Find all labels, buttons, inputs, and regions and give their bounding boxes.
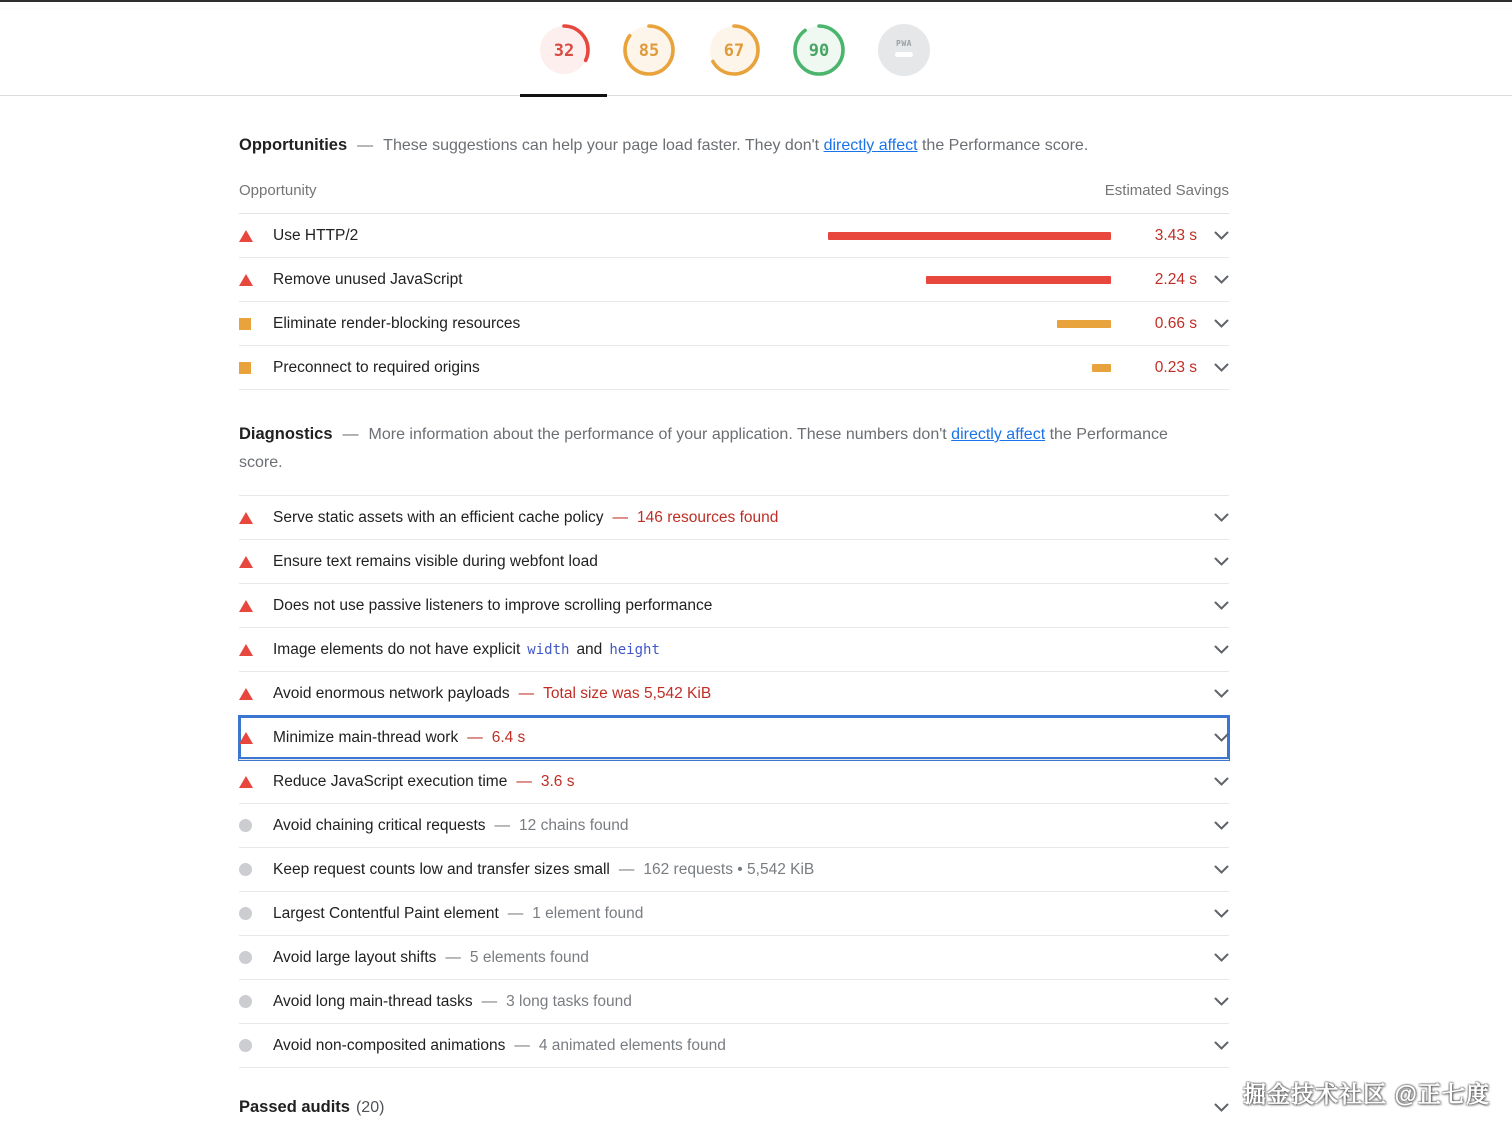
audit-detail: 6.4 s [491, 728, 526, 746]
column-estimated-savings: Estimated Savings [1104, 182, 1229, 199]
chevron-down-icon[interactable] [1213, 953, 1229, 962]
audit-detail: 3 long tasks found [506, 992, 632, 1010]
opportunities-table-header [239, 170, 1229, 214]
audit-title-middle: and [576, 640, 603, 658]
detail-separator: — [467, 728, 483, 746]
audit-detail: 12 chains found [519, 816, 629, 834]
neutral-severity-icon [239, 907, 273, 920]
neutral-severity-icon [239, 951, 273, 964]
gauge-seo[interactable] [793, 24, 845, 76]
section-description: These suggestions can help your page load faster. They don't [383, 137, 824, 154]
section-title: Diagnostics [239, 425, 333, 443]
audit-detail: 4 animated elements found [538, 1036, 726, 1054]
opportunity-row[interactable] [239, 346, 1229, 390]
audit-title: Image elements do not have explicit [273, 640, 521, 658]
gauge-best-practices[interactable] [708, 24, 760, 76]
audit-detail: 3.6 s [540, 772, 575, 790]
audit-title: Avoid non-composited animations [273, 1036, 506, 1054]
section-description-suffix: the Performance score. [917, 137, 1089, 154]
section-title: Opportunities [239, 136, 348, 154]
audit-detail: 1 element found [532, 904, 644, 922]
audit-title: Keep request counts low and transfer sizes small [273, 860, 610, 878]
heading-separator: — [342, 426, 359, 443]
audit-text [273, 509, 1213, 527]
neutral-severity-icon [239, 819, 273, 832]
savings-value: 0.23 s [1154, 358, 1197, 376]
passed-audits-count: (20) [355, 1098, 385, 1116]
detail-separator: — [514, 1036, 530, 1054]
savings-bar-track [821, 276, 1111, 284]
scores-header [0, 10, 1512, 96]
chevron-down-icon[interactable] [1213, 319, 1229, 328]
fail-severity-icon [239, 274, 273, 286]
audit-text [273, 993, 1213, 1011]
average-severity-icon [239, 362, 273, 374]
detail-separator: — [507, 904, 524, 922]
svg-text:90: 90 [808, 41, 830, 61]
gauge-row [538, 24, 930, 76]
chevron-down-icon[interactable] [1213, 909, 1229, 918]
audit-text [273, 1037, 1213, 1055]
opportunity-row[interactable] [239, 258, 1229, 302]
chevron-down-icon[interactable] [1213, 1041, 1229, 1050]
detail-separator: — [481, 992, 498, 1010]
audit-title: Largest Contentful Paint element [273, 904, 499, 922]
column-opportunity: Opportunity [239, 182, 317, 199]
neutral-severity-icon [239, 995, 273, 1008]
audit-text [273, 905, 1213, 923]
audit-title: Minimize main-thread work [273, 728, 459, 746]
audit-text [273, 597, 1213, 615]
diagnostic-row[interactable] [239, 496, 1229, 540]
detail-separator: — [618, 860, 635, 878]
code-snippet: width [527, 641, 570, 658]
opportunity-row[interactable] [239, 214, 1229, 258]
audit-text [273, 949, 1213, 967]
directly-affect-link[interactable]: directly affect [823, 137, 918, 154]
svg-text:32: 32 [553, 41, 575, 61]
chevron-down-icon[interactable] [1213, 689, 1229, 698]
active-tab-indicator [520, 94, 607, 97]
audit-text [273, 773, 1213, 791]
audit-title: Does not use passive listeners to improve scrolling performance [273, 596, 713, 614]
diagnostic-row[interactable] [239, 672, 1229, 716]
audit-text [273, 641, 1213, 659]
section-description: More information about the performance of your application. These numbers don't [368, 426, 952, 443]
savings-bar-track [821, 232, 1111, 240]
chevron-down-icon[interactable] [1213, 997, 1229, 1006]
report-content [239, 96, 1229, 1117]
gauge-accessibility[interactable] [623, 24, 675, 76]
audit-title: Avoid long main-thread tasks [273, 992, 473, 1010]
top-divider [0, 0, 1512, 10]
watermark: 掘金技术社区 @正七度 [1243, 1081, 1490, 1107]
directly-affect-link[interactable]: directly affect [951, 426, 1046, 443]
chevron-down-icon[interactable] [1213, 1103, 1229, 1112]
audit-title: Remove unused JavaScript [273, 270, 463, 288]
savings-bar [1092, 364, 1111, 372]
diagnostic-row[interactable] [239, 804, 1229, 848]
audit-title: Avoid enormous network payloads [273, 684, 510, 702]
gauge-performance[interactable] [538, 24, 590, 76]
average-severity-icon [239, 318, 273, 330]
savings-bar [926, 276, 1111, 284]
neutral-severity-icon [239, 1039, 273, 1052]
diagnostic-row[interactable] [239, 716, 1229, 760]
diagnostics-list [239, 495, 1229, 1068]
passed-audits-title: Passed audits [239, 1098, 350, 1116]
audit-title: Eliminate render-blocking resources [273, 314, 521, 332]
svg-text:85: 85 [638, 41, 660, 61]
audit-text [273, 685, 1213, 703]
fail-severity-icon [239, 776, 273, 788]
fail-severity-icon [239, 688, 273, 700]
audit-title: Ensure text remains visible during webfont load [273, 552, 598, 570]
fail-severity-icon [239, 512, 273, 524]
audit-title: Avoid large layout shifts [273, 948, 437, 966]
detail-separator: — [445, 948, 461, 966]
diagnostic-row[interactable] [239, 980, 1229, 1024]
diagnostic-row[interactable] [239, 540, 1229, 584]
savings-value: 0.66 s [1154, 314, 1197, 332]
diagnostics-heading [239, 420, 1179, 477]
audit-title: Avoid chaining critical requests [273, 816, 486, 834]
opportunity-row[interactable] [239, 302, 1229, 346]
savings-value: 2.24 s [1154, 270, 1197, 288]
chevron-down-icon[interactable] [1213, 645, 1229, 654]
chevron-down-icon[interactable] [1213, 363, 1229, 372]
audit-title: Reduce JavaScript execution time [273, 772, 508, 790]
chevron-down-icon[interactable] [1213, 821, 1229, 830]
chevron-down-icon[interactable] [1213, 777, 1229, 786]
diagnostic-row[interactable] [239, 760, 1229, 804]
savings-value: 3.43 s [1154, 226, 1197, 244]
chevron-down-icon[interactable] [1213, 513, 1229, 522]
pwa-badge-icon[interactable] [878, 24, 930, 76]
neutral-severity-icon [239, 863, 273, 876]
opportunities-section [239, 96, 1229, 390]
code-snippet: height [609, 641, 660, 658]
fail-severity-icon [239, 556, 273, 568]
diagnostic-row[interactable] [239, 848, 1229, 892]
section-description-suffix: the Performance score. [239, 426, 1168, 471]
chevron-down-icon[interactable] [1213, 601, 1229, 610]
fail-severity-icon [239, 644, 273, 656]
opportunities-heading [239, 96, 1229, 160]
chevron-down-icon[interactable] [1213, 865, 1229, 874]
audit-detail: 146 resources found [637, 508, 779, 526]
audit-detail: Total size was 5,542 KiB [543, 684, 712, 702]
chevron-down-icon[interactable] [1213, 275, 1229, 284]
passed-audits-row[interactable] [239, 1068, 1229, 1117]
detail-separator: — [518, 684, 535, 702]
svg-text:67: 67 [723, 41, 745, 61]
diagnostic-row[interactable] [239, 628, 1229, 672]
fail-severity-icon [239, 600, 273, 612]
detail-separator: — [612, 508, 629, 526]
fail-severity-icon [239, 230, 273, 242]
savings-bar [1057, 320, 1111, 328]
savings-bar-track [821, 320, 1111, 328]
savings-bar-track [821, 364, 1111, 372]
chevron-down-icon[interactable] [1213, 733, 1229, 742]
chevron-down-icon[interactable] [1213, 231, 1229, 240]
svg-text:PWA: PWA [896, 39, 912, 48]
audit-text [273, 817, 1213, 835]
audit-detail: 5 elements found [469, 948, 589, 966]
audit-title: Preconnect to required origins [273, 358, 480, 376]
diagnostic-row[interactable] [239, 936, 1229, 980]
detail-separator: — [494, 816, 511, 834]
diagnostic-row[interactable] [239, 584, 1229, 628]
audit-title: Serve static assets with an efficient cache policy [273, 508, 604, 526]
diagnostic-row[interactable] [239, 892, 1229, 936]
diagnostic-row[interactable] [239, 1024, 1229, 1068]
audit-text [273, 553, 1213, 571]
chevron-down-icon[interactable] [1213, 557, 1229, 566]
audit-detail: 162 requests • 5,542 KiB [643, 860, 815, 878]
fail-severity-icon [239, 732, 273, 744]
audit-text [273, 861, 1213, 879]
diagnostics-section [239, 420, 1229, 1068]
audit-title: Use HTTP/2 [273, 226, 359, 244]
audit-text [273, 729, 1213, 747]
savings-bar [828, 232, 1111, 240]
detail-separator: — [516, 772, 532, 790]
heading-separator: — [357, 137, 374, 154]
